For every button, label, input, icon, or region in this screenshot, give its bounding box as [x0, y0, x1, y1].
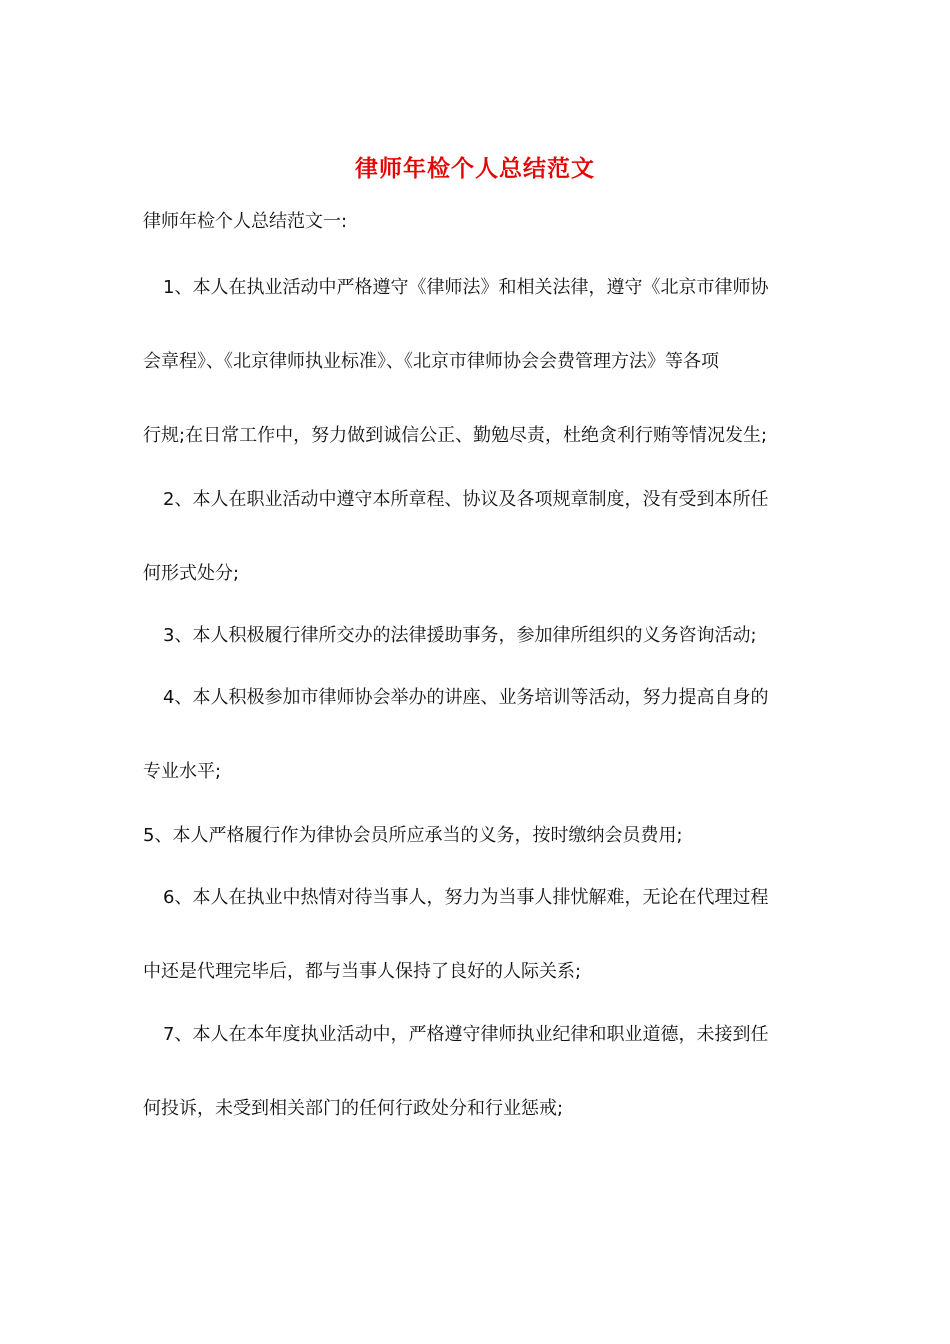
paragraph-line: 会章程》、《北京律师执业标准》、《北京市律师协会会费管理方法》等各项: [143, 351, 719, 372]
paragraph-line: 5、本人严格履行作为律协会员所应承当的义务，按时缴纳会员费用;: [143, 825, 683, 846]
paragraph-line: 6、本人在执业中热情对待当事人，努力为当事人排忧解难，无论在代理过程: [163, 887, 769, 908]
paragraph-line: 3、本人积极履行律所交办的法律援助事务，参加律所组织的义务咨询活动;: [163, 625, 757, 646]
paragraph-line: 中还是代理完毕后，都与当事人保持了良好的人际关系;: [143, 961, 582, 982]
paragraph-line: 何投诉，未受到相关部门的任何行政处分和行业惩戒;: [143, 1098, 564, 1119]
paragraph-line: 专业水平;: [143, 761, 222, 782]
paragraph-line: 1、本人在执业活动中严格遵守《律师法》和相关法律，遵守《北京市律师协: [163, 277, 769, 298]
paragraph-line: 2、本人在职业活动中遵守本所章程、协议及各项规章制度，没有受到本所任: [163, 489, 769, 510]
paragraph-line: 7、本人在本年度执业活动中，严格遵守律师执业纪律和职业道德，未接到任: [163, 1024, 769, 1045]
paragraph-line: 行规;在日常工作中，努力做到诚信公正、勤勉尽责，杜绝贪利行贿等情况发生;: [143, 425, 768, 446]
paragraph-line: 何形式处分;: [143, 563, 240, 584]
document-title: 律师年检个人总结范文: [355, 155, 595, 182]
paragraph-line: 4、本人积极参加市律师协会举办的讲座、业务培训等活动，努力提高自身的: [163, 687, 769, 708]
document-subtitle: 律师年检个人总结范文一:: [143, 211, 348, 232]
